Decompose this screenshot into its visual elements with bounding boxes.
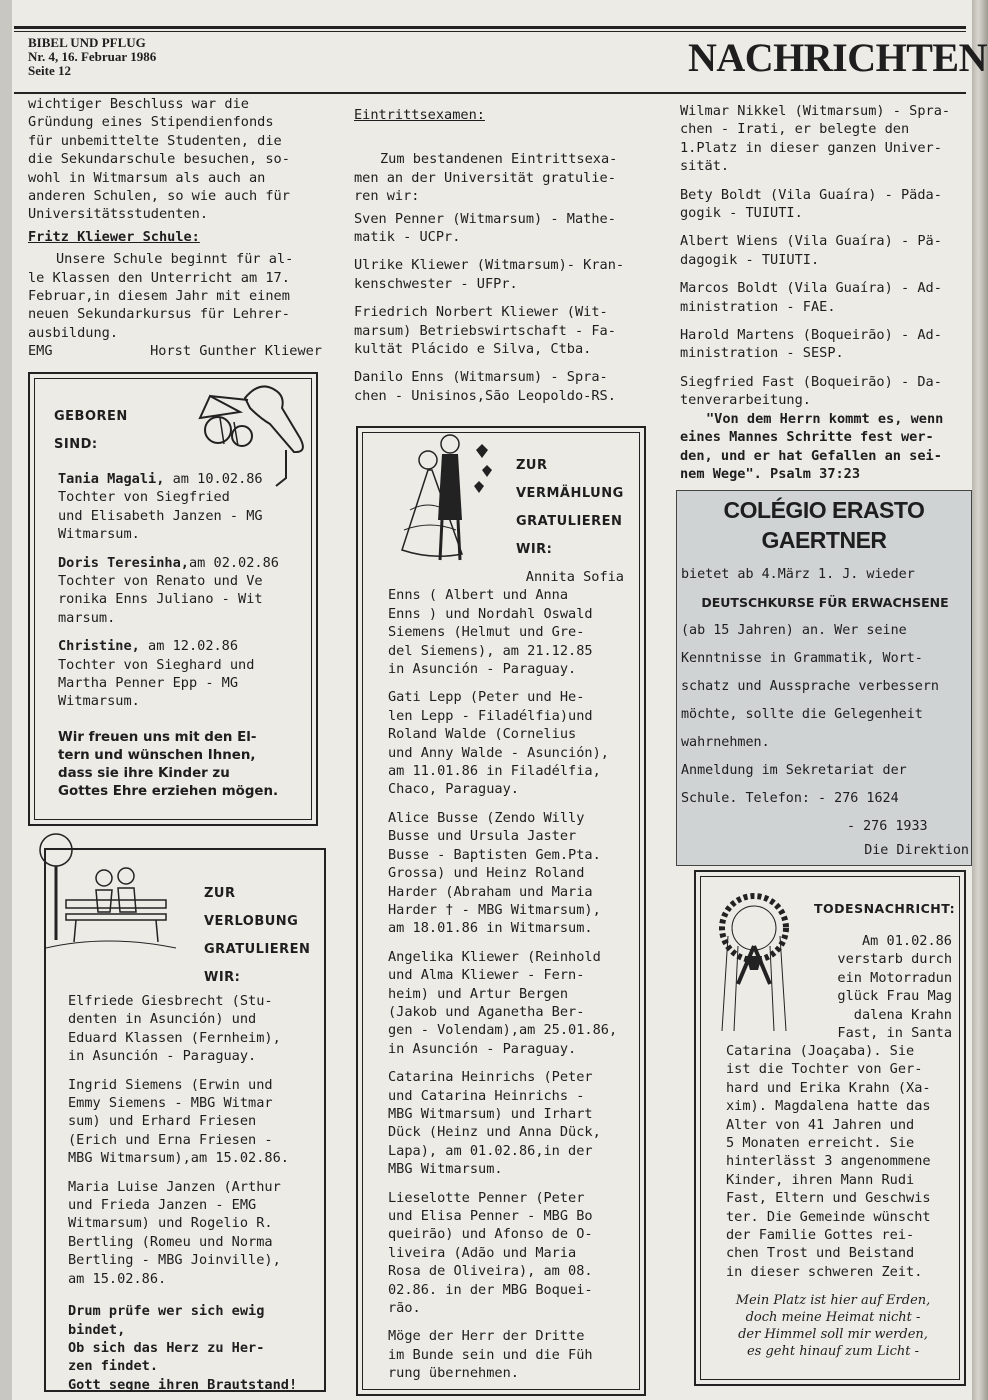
text-line: verstarb durch xyxy=(837,951,952,968)
text-line: Catarina Heinrichs (Peter xyxy=(388,1069,593,1086)
text-line: gogik - TUIUTI. xyxy=(680,205,803,222)
engagement-heading xyxy=(204,880,310,992)
text-line: glück Frau Mag xyxy=(837,988,952,1005)
heading-line: VERMÄHLUNG xyxy=(516,486,624,501)
wedding-entry xyxy=(388,948,624,1058)
text-line: und Elisa Penner - MBG Bo xyxy=(388,1208,593,1224)
text-line: nem Wege". Psalm 37:23 xyxy=(680,465,861,482)
births-heading-line1: GEBOREN xyxy=(54,409,128,424)
exam-entry xyxy=(680,232,968,269)
heading-line: VERLOBUNG xyxy=(204,914,299,929)
text-line: im Bunde sein und die Füh xyxy=(388,1346,593,1363)
exam-entry xyxy=(680,186,968,223)
text-line: 5 Monaten erreicht. Sie xyxy=(726,1135,915,1152)
text-line: sität. xyxy=(680,158,730,175)
text-line: Ingrid Siemens (Erwin und xyxy=(68,1076,273,1093)
text-line: ter. Die Gemeinde wünscht xyxy=(726,1208,931,1225)
exam-entry xyxy=(354,256,648,293)
engagement-entry xyxy=(68,992,308,1066)
text-line: Eduard Klassen (Fernheim), xyxy=(68,1029,281,1046)
text-line: Schule. Telefon: - 276 1624 xyxy=(681,791,899,806)
exam-heading: Eintrittsexamen: xyxy=(354,107,485,123)
text-line: Bertling - MBG Joinville), xyxy=(68,1252,281,1269)
text-line: in Asunción - Paraguay. xyxy=(68,1048,257,1065)
text-line: (Erich und Erna Friesen - xyxy=(68,1131,273,1148)
text-line: Wilmar Nikkel (Witmarsum) - Spra- xyxy=(680,103,951,119)
text-line: am 15.02.86. xyxy=(68,1270,167,1287)
text-line: die Sekundarschule besuchen, so- xyxy=(28,151,290,168)
text-line: Fast, in Santa xyxy=(837,1025,952,1042)
text-line: Bertling (Romeu und Norma xyxy=(68,1233,273,1250)
text-line: Anmeldung im Sekretariat der xyxy=(681,763,907,778)
text-line: tern und wünschen Ihnen, xyxy=(58,747,256,763)
header-rule xyxy=(14,92,966,94)
poem-line: Mein Platz ist hier auf Erden, xyxy=(735,1293,931,1308)
exam-entry xyxy=(354,210,648,247)
exam-entry xyxy=(680,279,968,316)
text-line: rão. xyxy=(388,1300,421,1317)
text-line: Februar,in diesem Jahr mit einem xyxy=(28,288,290,305)
text-line: ministration - FAE. xyxy=(680,298,836,315)
text-line: wohl in Witmarsum als auch an xyxy=(28,169,266,186)
text-line: 1.Platz in dieser ganzen Univer- xyxy=(680,139,942,156)
ad-signature: Die Direktion xyxy=(864,843,969,858)
poem-line: es geht hinauf zum Licht - xyxy=(746,1344,920,1359)
heading-line: WIR: xyxy=(204,970,241,985)
wedding-entry xyxy=(388,688,624,798)
text-line: zen findet. xyxy=(68,1358,159,1375)
text-line: kultät Plácido e Silva, Ctba. xyxy=(354,341,592,358)
engagement-entry xyxy=(68,1178,308,1288)
text-line: Chaco, Paraguay. xyxy=(388,781,519,798)
text-line: Ob sich das Herz zu Her- xyxy=(68,1339,265,1356)
text-line: Dück (Heinz und Anna Dück, xyxy=(388,1124,601,1141)
text-line: Tochter von Sieghard und xyxy=(58,656,255,673)
engagement-box xyxy=(44,848,326,1392)
bench-couple-icon xyxy=(26,830,186,960)
page-edge xyxy=(972,0,988,1400)
text-line: len Lepp - Filadélfia)und xyxy=(388,707,593,724)
text-line: Busse - Baptisten Gem.Pta. xyxy=(388,846,601,863)
text-line: (ab 15 Jahren) an. Wer seine xyxy=(681,623,907,638)
text-line: Witmarsum) und Rogelio R. xyxy=(68,1215,273,1232)
heading-line: GRATULIEREN xyxy=(204,942,311,957)
school-advertisement xyxy=(676,490,972,866)
text-line: Catarina (Joaçaba). Sie xyxy=(726,1043,915,1059)
obituary-narrow-text xyxy=(814,932,952,1042)
engagement-verse xyxy=(68,1302,308,1394)
births-box xyxy=(28,372,318,826)
signature-org: EMG xyxy=(28,343,53,360)
text-line: heim) und Artur Bergen xyxy=(388,985,569,1002)
intro-paragraph xyxy=(28,95,322,361)
text-line: Gati Lepp (Peter und He- xyxy=(388,689,585,706)
text-line: Ulrike Kliewer (Witmarsum)- Kran- xyxy=(354,257,625,274)
text-line: bietet ab 4.März 1. J. wieder xyxy=(681,567,915,582)
text-line: men an der Universität gratulie- xyxy=(354,169,616,186)
text-line: Drum prüfe wer sich ewig xyxy=(68,1303,265,1320)
text-line: Roland Walde (Cornelius xyxy=(388,726,577,743)
section-title: NACHRICHTEN xyxy=(688,35,987,80)
text-line: Maria Luise Janzen (Arthur xyxy=(68,1178,281,1195)
text-line: Danilo Enns (Witmarsum) - Spra- xyxy=(354,369,608,386)
text-line: Harold Martens (Boqueirão) - Ad- xyxy=(680,327,942,344)
wedding-couple-icon xyxy=(372,430,512,570)
text-line: chen Trost und Beistand xyxy=(726,1245,915,1262)
text-line: Gottes Ehre erziehen mögen. xyxy=(58,783,279,799)
text-line: am 11.01.86 in Filadélfia, xyxy=(388,763,601,780)
text-line: und Catarina Heinrichs - xyxy=(388,1087,585,1104)
text-line: Kinder, ihren Mann Rudi xyxy=(726,1171,915,1188)
text-line: Alice Busse (Zendo Willy xyxy=(388,809,585,826)
text-line: MBG Witmarsum) und Irhart xyxy=(388,1105,593,1122)
exam-entry xyxy=(354,368,648,405)
text-line: Harder (Abraham und Maria xyxy=(388,883,593,900)
text-line: marsum. xyxy=(58,609,116,626)
school-heading: Fritz Kliewer Schule: xyxy=(28,228,200,245)
text-line: eines Mannes Schritte fest wer- xyxy=(680,429,934,446)
masthead xyxy=(28,36,156,78)
text-line: ausbildung. xyxy=(28,324,119,341)
text-line: ein Motorradun xyxy=(837,969,952,986)
masthead-title: BIBEL UND PFLUG xyxy=(28,35,146,50)
text-line: in Asunción - Paraguay. xyxy=(388,661,577,678)
obituary-box xyxy=(694,870,966,1386)
text-line: Lieselotte Penner (Peter xyxy=(388,1189,585,1206)
text-line: Witmarsum. xyxy=(58,526,140,543)
wreath-icon xyxy=(708,886,800,1036)
text-line: Emmy Siemens - MBG Witmar xyxy=(68,1095,273,1112)
signature-name: Horst Gunther Kliewer xyxy=(150,343,322,360)
text-line: denten in Asunción) und xyxy=(68,1011,257,1028)
text-line: am 18.01.86 in Witmarsum. xyxy=(388,920,593,937)
text-line: Siegfried Fast (Boqueirão) - Da- xyxy=(680,373,942,390)
text-line: Unsere Schule beginnt für al- xyxy=(56,251,294,268)
text-line: ist die Tochter von Ger- xyxy=(726,1061,923,1078)
text-line: ren wir: xyxy=(354,188,420,205)
signature xyxy=(28,342,322,360)
psalm-quote xyxy=(680,410,968,484)
text-line: und Elisabeth Janzen - MG xyxy=(58,507,263,524)
text-line: Zum bestandenen Eintrittsexa- xyxy=(380,151,618,168)
birth-date: am 12.02.86 xyxy=(139,638,239,655)
text-line: Friedrich Norbert Kliewer (Wit- xyxy=(354,304,608,321)
text-line: MBG Witmarsum. xyxy=(388,1161,503,1178)
poem-line: doch meine Heimat nicht - xyxy=(745,1310,921,1325)
text-line: "Von dem Herrn kommt es, wenn xyxy=(706,410,944,427)
text-line: del Siemens), am 21.12.85 xyxy=(388,642,593,659)
text-line: Alter von 41 Jahren und xyxy=(726,1116,915,1133)
text-line: Enns ( Albert und Anna xyxy=(388,587,569,604)
ad-title-line2: GAERTNER xyxy=(761,527,887,553)
heading-line: GRATULIEREN xyxy=(516,514,623,529)
text-line: chen - Unisinos,São Leopoldo-RS. xyxy=(354,387,616,404)
text-line: Kenntnisse in Grammatik, Wort- xyxy=(681,651,923,666)
text-line: gen - Volendam),am 25.01.86, xyxy=(388,1022,618,1039)
text-line: Marcos Boldt (Vila Guaíra) - Ad- xyxy=(680,280,942,297)
ad-title-line1: COLÉGIO ERASTO xyxy=(723,497,925,523)
obituary-heading: TODESNACHRICHT: xyxy=(814,901,956,916)
text-line: Lapa), am 01.02.86,in der xyxy=(388,1142,593,1159)
text-line: dass sie ihre Kinder zu xyxy=(58,765,230,781)
text-line: hinterlässt 3 angenommene xyxy=(726,1153,931,1170)
engagement-entry xyxy=(68,1076,308,1168)
poem-line: der Himmel soll mir werden, xyxy=(738,1327,928,1342)
text-line: Universitätsstudenten. xyxy=(28,206,209,223)
text-line: der Familie Gottes rei- xyxy=(726,1227,915,1244)
text-line: schatz und Aussprache verbessern xyxy=(681,679,939,694)
text-line: ronika Enns Juliano - Wit xyxy=(58,591,263,608)
text-line: marsum) Betriebswirtschaft - Fa- xyxy=(354,322,616,339)
text-line: dalena Krahn xyxy=(853,1006,952,1023)
text-line: chen - Irati, er belegte den xyxy=(680,121,910,138)
text-line: und Frieda Janzen - EMG xyxy=(68,1197,257,1214)
text-line: liveira (Adão und Maria xyxy=(388,1244,577,1261)
text-line: Enns ) und Nordahl Oswald xyxy=(388,605,593,622)
text-line: neuen Sekundarkursus für Lehrer- xyxy=(28,306,290,323)
col3-list xyxy=(680,102,968,483)
heading-line: WIR: xyxy=(516,542,553,557)
wedding-entry xyxy=(388,809,624,938)
text-line: in dieser schweren Zeit. xyxy=(726,1263,923,1280)
heading-line: ZUR xyxy=(204,886,236,901)
text-line: in Asunción - Paraguay. xyxy=(388,1040,577,1057)
text-line: Gründung eines Stipendienfonds xyxy=(28,114,274,131)
exam-section xyxy=(354,106,648,405)
text-line: rung übernehmen. xyxy=(388,1365,519,1382)
engagement-list xyxy=(68,992,308,1394)
text-line: wahrnehmen. xyxy=(681,735,770,750)
ad-title xyxy=(677,495,971,555)
ad-phone-2: - 276 1933 xyxy=(847,819,928,834)
text-line: Tochter von Siegfried xyxy=(58,489,230,506)
text-line: Witmarsum. xyxy=(58,693,140,710)
birth-name: Christine, xyxy=(58,638,140,655)
text-line: Fast, Eltern und Geschwis xyxy=(726,1190,931,1207)
text-line: Angelika Kliewer (Reinhold xyxy=(388,948,601,965)
exam-entry xyxy=(680,102,968,176)
text-line: dagogik - TUIUTI. xyxy=(680,251,820,268)
ad-body xyxy=(681,561,969,861)
masthead-page: Seite 12 xyxy=(28,63,71,78)
wedding-entry xyxy=(388,568,624,678)
text-line: Möge der Herr der Dritte xyxy=(388,1328,585,1345)
birth-date: am 02.02.86 xyxy=(188,554,279,571)
text-line: ministration - SESP. xyxy=(680,345,844,362)
text-line: Albert Wiens (Vila Guaíra) - Pä- xyxy=(680,233,942,250)
text-line: bindet, xyxy=(68,1321,126,1338)
text-line: wichtiger Beschluss war die xyxy=(28,96,249,112)
births-heading-line2: SIND: xyxy=(54,437,98,453)
text-line: matik - UCPr. xyxy=(354,229,461,246)
births-list xyxy=(58,470,306,801)
exam-entry xyxy=(680,373,968,410)
text-line: Harder † - MBG Witmarsum), xyxy=(388,901,601,918)
text-line: Martha Penner Epp - MG xyxy=(58,675,239,692)
text-line: sum) und Erhard Friesen xyxy=(68,1113,257,1130)
text-line: Tochter von Renato und Ve xyxy=(58,573,263,590)
text-line: (Jakob und Aganetha Ber- xyxy=(388,1003,585,1020)
birth-name: Tania Magali, xyxy=(58,471,165,487)
ad-course-title: DEUTSCHKURSE FÜR ERWACHSENE xyxy=(701,595,949,610)
birth-entry xyxy=(58,554,306,628)
top-rule-thin xyxy=(14,31,966,32)
text-line: Bety Boldt (Vila Guaíra) - Päda- xyxy=(680,186,942,203)
text-line: MBG Witmarsum),am 15.02.86. xyxy=(68,1150,289,1167)
text-line: und Anny Walde - Asunción), xyxy=(388,744,609,761)
wedding-closing xyxy=(388,1327,624,1382)
text-line: für unbemittelte Studenten, die xyxy=(28,132,282,149)
text-line: 02.86. in der MBG Boquei- xyxy=(388,1281,593,1298)
text-line: queirão) und Afonso de O- xyxy=(388,1226,593,1243)
exam-intro xyxy=(354,150,648,205)
births-wish xyxy=(58,729,306,801)
wedding-entry xyxy=(388,1189,624,1318)
text-line: Siemens (Helmut und Gre- xyxy=(388,624,585,641)
wedding-entry xyxy=(388,1068,624,1178)
birth-entry xyxy=(58,470,306,544)
exam-entry xyxy=(354,303,648,358)
text-line: le Klassen den Unterricht am 17. xyxy=(28,269,290,286)
text-line: kenschwester - UFPr. xyxy=(354,275,518,292)
heading-line: ZUR xyxy=(516,458,548,473)
text-line: Busse und Ursula Jaster xyxy=(388,828,577,845)
text-line: Am 01.02.86 xyxy=(861,933,952,949)
birth-name: Doris Teresinha, xyxy=(58,554,189,571)
text-line: möchte, sollte die Gelegenheit xyxy=(681,707,923,722)
birth-date: am 10.02.86 xyxy=(164,471,263,487)
obituary-body xyxy=(726,1042,952,1281)
text-line: Wir freuen uns mit den El- xyxy=(58,729,257,745)
text-line: anderen Schulen, so wie auch für xyxy=(28,188,290,205)
text-line: Grossa) und Heinz Roland xyxy=(388,865,585,882)
text-line: und Alma Kliewer - Fern- xyxy=(388,967,585,984)
top-rule xyxy=(14,26,966,29)
text-line: tenverarbeitung. xyxy=(680,392,811,409)
masthead-issue: Nr. 4, 16. Februar 1986 xyxy=(28,49,157,64)
text-line: Sven Penner (Witmarsum) - Mathe- xyxy=(354,210,616,227)
exam-entry xyxy=(680,326,968,363)
text-line: xim). Magdalena hatte das xyxy=(726,1098,931,1115)
birth-entry xyxy=(58,637,306,711)
text-line: Annita Sofia xyxy=(525,569,624,585)
text-line: Rosa de Oliveira), am 08. xyxy=(388,1263,593,1280)
text-line: Gott segne ihren Brautstand! xyxy=(68,1376,298,1393)
text-line: hard und Erika Krahn (Xa- xyxy=(726,1079,931,1096)
obituary-poem xyxy=(716,1292,950,1360)
wedding-list xyxy=(388,568,624,1383)
wedding-box xyxy=(356,426,646,1396)
wedding-heading xyxy=(516,452,624,564)
births-heading xyxy=(54,408,128,455)
text-line: Elfriede Giesbrecht (Stu- xyxy=(68,993,273,1009)
text-line: den, und er hat Gefallen an sei- xyxy=(680,447,942,464)
